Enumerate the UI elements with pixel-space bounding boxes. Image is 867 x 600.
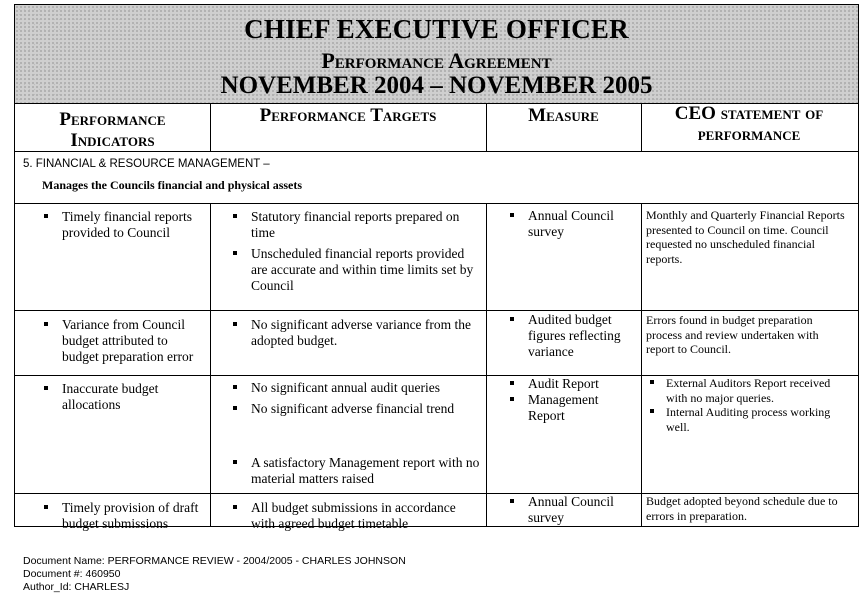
document-title: CHIEF EXECUTIVE OFFICER	[244, 14, 629, 44]
column-divider	[210, 103, 211, 151]
column-divider	[641, 203, 642, 526]
document-footer	[23, 555, 406, 594]
performance-agreement-table	[14, 4, 859, 531]
indicator-text: Timely financial reports provided to Council	[41, 209, 204, 241]
ceo-statement: Budget adopted beyond schedule due to errors in preparation.	[646, 494, 838, 523]
target-item: No significant adverse financial trend	[230, 401, 482, 417]
table-row	[15, 203, 858, 311]
measure-item: Annual Council survey	[507, 494, 637, 526]
header-performance-indicators: Performance Indicators	[59, 109, 166, 151]
section-heading-row	[15, 151, 858, 204]
document-subtitle: Performance Agreement	[321, 48, 552, 73]
measure-item: Management Report	[507, 392, 637, 424]
column-divider	[210, 203, 211, 526]
target-item: Statutory financial reports prepared on time	[230, 209, 482, 241]
section-description: Manages the Councils financial and physical assets	[42, 178, 303, 192]
table-row	[15, 493, 858, 531]
indicator-text: Timely provision of draft budget submissions	[41, 500, 204, 532]
header-measure: Measure	[528, 105, 599, 126]
section-title: 5. FINANCIAL & RESOURCE MANAGEMENT –	[23, 158, 270, 170]
footer-author-id: Author_Id: CHARLESJ	[23, 581, 130, 593]
column-header-row	[15, 103, 858, 152]
footer-document-number: Document #: 460950	[23, 568, 121, 580]
ceo-statement: Errors found in budget preparation process and review undertaken with report to Council.	[646, 313, 819, 356]
target-item: Unscheduled financial reports provided are accurate and within time limits set by Council	[230, 246, 482, 294]
header-ceo-statement: CEO statement of performance	[674, 103, 824, 145]
indicator-text: Variance from Council budget attributed to budget preparation error	[41, 317, 204, 365]
ceo-statement-item: Internal Auditing process working well.	[646, 405, 849, 434]
title-banner	[15, 5, 858, 104]
indicator-text: Inaccurate budget allocations	[41, 381, 204, 413]
target-item: All budget submissions in accordance with agreed budget timetable	[230, 500, 482, 532]
target-item: No significant annual audit queries	[230, 380, 482, 396]
measure-item: Annual Council survey	[507, 208, 637, 240]
table-row	[15, 375, 858, 494]
table-row	[15, 310, 858, 376]
target-item: A satisfactory Management report with no material matters raised	[230, 455, 482, 487]
column-divider	[486, 103, 487, 151]
header-performance-targets: Performance Targets	[259, 105, 437, 126]
column-divider	[641, 103, 642, 151]
footer-document-name: Document Name: PERFORMANCE REVIEW - 2004/2005 - CHARLES JOHNSON	[23, 555, 406, 567]
ceo-statement-item: External Auditors Report received with no major queries.	[646, 376, 849, 405]
agreement-period: NOVEMBER 2004 – NOVEMBER 2005	[220, 72, 653, 99]
ceo-statement: Monthly and Quarterly Financial Reports presented to Council on time. Council requested no unscheduled financial reports.	[646, 208, 845, 266]
column-divider	[486, 203, 487, 526]
measure-item: Audit Report	[507, 376, 637, 392]
target-item: No significant adverse variance from the adopted budget.	[230, 317, 482, 349]
measure-item: Audited budget figures reflecting variance	[507, 312, 637, 360]
